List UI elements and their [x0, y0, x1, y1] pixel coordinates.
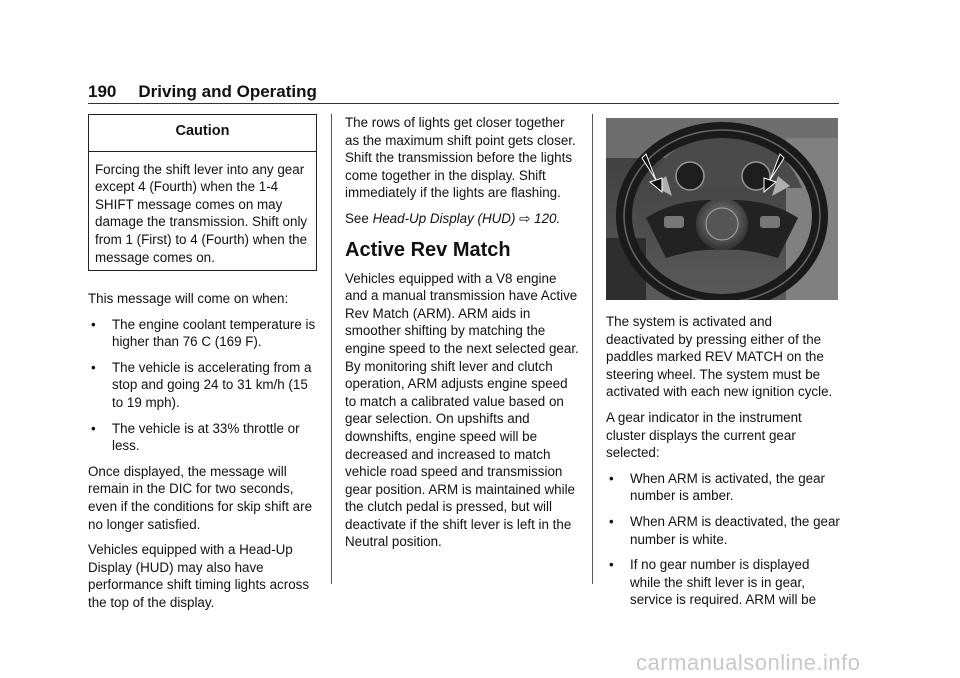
list-item: • The vehicle is at 33% throttle or less. [91, 420, 300, 454]
list-item: • The vehicle is accelerating from a stop and going 24 to 31 km/h (15 to 19 mph). [91, 359, 312, 410]
caution-title: Caution [175, 123, 230, 139]
caution-text: Forcing the shift lever into any gear except 4 (Fourth) when the 1-4 SHIFT message comes on may damage the transmission. Shift only from 1 (First) to 4 (Fourth) when the message comes on. [95, 161, 308, 265]
column-divider-2 [592, 114, 593, 584]
list-item: • The engine coolant temperature is higher than 76 C (169 F). [91, 316, 316, 350]
bullet-icon: • [91, 420, 96, 436]
paragraph: The rows of lights get closer together as the maximum shift point gets closer. Shift the transmission before the lights come together in the display. Shift immediately if the lights are flashing. [345, 115, 576, 201]
column-3 [606, 313, 840, 609]
page-header [88, 82, 317, 102]
paragraph: Vehicles equipped with a Head-Up Display (HUD) may also have performance shift timing lights across the top of the display. [88, 542, 310, 610]
header-rule [88, 103, 839, 104]
reference-page[interactable]: 120. [534, 210, 561, 226]
section-heading: Active Rev Match [345, 238, 511, 261]
caution-box [88, 114, 317, 271]
list-item: • When ARM is deactivated, the gear number is white. [609, 513, 840, 547]
see-reference: See Head-Up Display (HUD) ⇨ 120. [345, 210, 561, 226]
paragraph: Vehicles equipped with a V8 engine and a manual transmission have Active Rev Match (ARM). ARM aids in smoother shifting by matching the engine speed to the next selected gear. By monitoring shift lever and clutch operation, ARM adjusts engine speed to match a calibrated value based on gear selection. On upshifts and downshifts, engine speed will be decreased and increased to match vehicle road speed and transmission gear position. ARM is maintained while the clutch pedal is pressed, but will deactivate if the shift lever is left in the Neutral position. [345, 270, 579, 550]
steering-wheel-image [606, 118, 838, 300]
reference-link[interactable]: Head-Up Display (HUD) [372, 210, 516, 226]
list-item: • If no gear number is displayed while the shift lever is in gear, service is required. ARM will be [609, 557, 817, 608]
bullet-icon: • [91, 316, 96, 332]
caution-rule [89, 151, 316, 152]
intro-text: This message will come on when: [88, 291, 289, 306]
list-item: • When ARM is activated, the gear number is amber. [609, 470, 826, 504]
bullet-icon: • [609, 470, 614, 486]
page-number: 190 [88, 82, 117, 101]
paragraph: The system is activated and deactivated by pressing either of the paddles marked REV MATCH on the steering wheel. The system must be activated with each new ignition cycle. [606, 314, 833, 400]
watermark-text: carmanualsonline.info [636, 650, 861, 675]
section-title: Driving and Operating [138, 82, 317, 101]
column-2 [345, 114, 579, 551]
column-1 [88, 290, 322, 612]
bullet-icon: • [91, 359, 96, 375]
paragraph: Once displayed, the message will remain in the DIC for two seconds, even if the conditions for skip shift are no longer satisfied. [88, 463, 313, 532]
column-divider-1 [331, 114, 332, 584]
paragraph: A gear indicator in the instrument cluster displays the current gear selected: [606, 409, 802, 461]
page-ref-arrow-icon: ⇨ [519, 210, 531, 226]
bullet-icon: • [609, 557, 614, 573]
bullet-icon: • [609, 513, 614, 529]
